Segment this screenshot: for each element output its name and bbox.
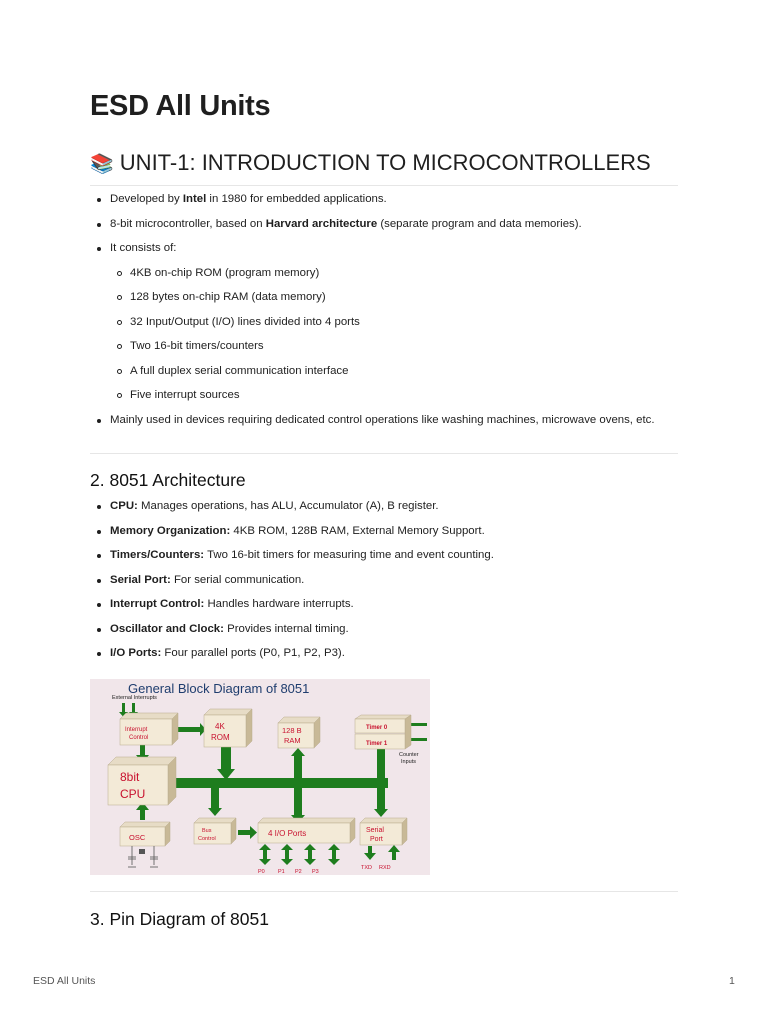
list-item: Timers/Counters: Two 16-bit timers for measuring time and event counting. bbox=[90, 547, 678, 565]
ram-label-1: 128 B bbox=[282, 726, 302, 735]
list-item: 8-bit microcontroller, based on Harvard architecture (separate program and data memories). bbox=[90, 216, 678, 234]
bus-control-side bbox=[231, 818, 236, 844]
serial-port-label-2: Port bbox=[370, 836, 383, 843]
p0-label: P0 bbox=[258, 869, 265, 875]
p0-arrow-shaft bbox=[263, 849, 267, 860]
architecture-list bbox=[90, 498, 678, 670]
interrupt-control-side bbox=[172, 713, 178, 745]
rxd-arrow-shaft bbox=[392, 851, 396, 860]
cpu-top bbox=[108, 757, 176, 765]
ext-int-line-1 bbox=[122, 703, 125, 713]
rxd-label: RXD bbox=[379, 865, 391, 871]
ram-top bbox=[278, 717, 320, 723]
p1-arrow-shaft bbox=[285, 849, 289, 860]
p2-label: P2 bbox=[295, 869, 302, 875]
list-item: Memory Organization: 4KB ROM, 128B RAM, External Memory Support. bbox=[90, 523, 678, 541]
list-item: Oscillator and Clock: Provides internal timing. bbox=[90, 621, 678, 639]
crystal-icon bbox=[139, 849, 145, 854]
interrupt-control-label-1: Interrupt bbox=[125, 727, 148, 733]
counter-inputs-label-2: Inputs bbox=[401, 759, 416, 765]
bus-control-top bbox=[194, 818, 236, 823]
bus-control-label-2: Control bbox=[198, 836, 216, 842]
osc-top bbox=[120, 822, 170, 827]
p3-arrow-shaft bbox=[332, 849, 336, 860]
block-diagram-8051 bbox=[90, 679, 430, 875]
divider bbox=[90, 891, 678, 892]
sub-list-item: A full duplex serial communication interface bbox=[90, 363, 678, 381]
cpu-label-2: CPU bbox=[120, 787, 146, 801]
p1-label: P1 bbox=[278, 869, 285, 875]
interrupt-control-label-2: Control bbox=[129, 735, 149, 741]
serial-port-label-1: Serial bbox=[366, 827, 384, 834]
list-item: Interrupt Control: Handles hardware interrupts. bbox=[90, 596, 678, 614]
txd-label: TXD bbox=[361, 865, 372, 871]
external-interrupts-label: External Interrupts bbox=[112, 695, 157, 701]
sub-list-item: 32 Input/Output (I/O) lines divided into 4 ports bbox=[90, 314, 678, 332]
ram-connector bbox=[294, 755, 302, 817]
footer-page-number: 1 bbox=[729, 975, 735, 987]
bus-io-link bbox=[238, 830, 252, 835]
unit-heading bbox=[90, 150, 678, 186]
divider bbox=[90, 453, 678, 454]
section-heading-architecture: 2. 8051 Architecture bbox=[90, 470, 246, 490]
diagram-title: General Block Diagram of 8051 bbox=[128, 681, 310, 696]
rom-side bbox=[246, 709, 252, 747]
rom-connector bbox=[221, 746, 231, 771]
bus-control-label-1: Bus bbox=[202, 828, 212, 834]
main-bus bbox=[176, 778, 388, 788]
serial-port-side bbox=[402, 818, 407, 845]
bus-control-connector bbox=[211, 788, 219, 810]
ext-int-line-2 bbox=[132, 703, 135, 713]
sub-list-item: 4KB on-chip ROM (program memory) bbox=[90, 265, 678, 283]
rom-block bbox=[204, 715, 246, 747]
rom-label-2: ROM bbox=[211, 733, 230, 742]
timer-side bbox=[405, 715, 411, 749]
p3-label: P3 bbox=[312, 869, 319, 875]
timer-connector bbox=[377, 747, 385, 811]
osc-label: OSC bbox=[129, 833, 146, 842]
cpu-label-1: 8bit bbox=[120, 770, 140, 784]
unit-heading-text: UNIT-1: INTRODUCTION TO MICROCONTROLLERS bbox=[119, 150, 651, 175]
timer1-label: Timer 1 bbox=[366, 741, 388, 747]
interrupt-control-top bbox=[120, 713, 178, 719]
sub-list-item: 128 bytes on-chip RAM (data memory) bbox=[90, 289, 678, 307]
footer-document-name: ESD All Units bbox=[33, 975, 96, 987]
txd-arrow-shaft bbox=[368, 846, 372, 854]
serial-port-top bbox=[360, 818, 407, 823]
list-item: CPU: Manages operations, has ALU, Accumulator (A), B register. bbox=[90, 498, 678, 516]
p2-arrow-shaft bbox=[308, 849, 312, 860]
sub-list-item: Five interrupt sources bbox=[90, 387, 678, 405]
list-item: Mainly used in devices requiring dedicated control operations like washing machines, microwave ovens, etc. bbox=[90, 412, 678, 430]
io-ports-label: 4 I/O Ports bbox=[268, 829, 307, 838]
sub-list-item: Two 16-bit timers/counters bbox=[90, 338, 678, 356]
rom-top bbox=[204, 709, 252, 715]
rom-label-1: 4K bbox=[215, 722, 225, 731]
document-title: ESD All Units bbox=[90, 90, 271, 122]
books-icon: 📚 bbox=[90, 153, 114, 175]
block-diagram-svg bbox=[90, 679, 430, 875]
timer-top bbox=[355, 715, 411, 719]
list-item: Serial Port: For serial communication. bbox=[90, 572, 678, 590]
counter-inputs-label-1: Counter bbox=[399, 752, 419, 758]
io-ports-top bbox=[258, 818, 355, 823]
timer0-label: Timer 0 bbox=[366, 725, 388, 731]
section-heading-pin-diagram: 3. Pin Diagram of 8051 bbox=[90, 909, 269, 929]
ram-label-2: RAM bbox=[284, 736, 301, 745]
intro-list bbox=[90, 191, 678, 436]
cpu-side bbox=[168, 757, 176, 805]
list-item: It consists of: bbox=[90, 240, 678, 258]
list-item: Developed by Intel in 1980 for embedded applications. bbox=[90, 191, 678, 209]
list-item: I/O Ports: Four parallel ports (P0, P1, P2, P3). bbox=[90, 645, 678, 663]
